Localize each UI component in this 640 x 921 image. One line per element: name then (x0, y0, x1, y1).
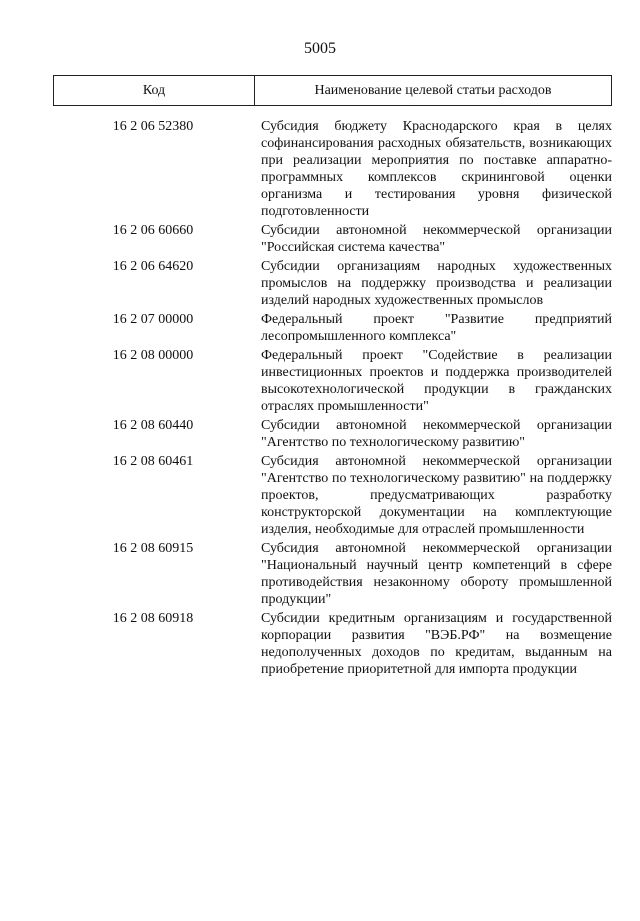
table-row (53, 540, 612, 608)
table-row (53, 222, 612, 256)
header-code-cell: Код (54, 76, 255, 105)
row-name: Федеральный проект "Содействие в реализации инвестиционных проектов и поддержка производителей высокотехнологической продукции в гражданских отраслях промышленности" (261, 348, 612, 414)
page-number: 5005 (304, 40, 336, 57)
table-row (53, 417, 612, 451)
row-code: 16 2 06 60660 (112, 223, 194, 238)
row-name: Субсидии кредитным организациям и государственной корпорации развития "ВЭБ.РФ" на возмещение недополученных доходов по кредитам, выданным на приобретение приоритетной для импорта продукции (261, 611, 612, 677)
table-body (53, 118, 612, 680)
row-name: Субсидии автономной некоммерческой организации "Российская система качества" (261, 223, 612, 255)
table-row (53, 610, 612, 678)
table-header (53, 75, 612, 106)
row-name: Субсидия автономной некоммерческой организации "Национальный научный центр компетенций в сфере противодействия незаконному обороту промышленной продукции" (261, 541, 612, 607)
row-code: 16 2 08 00000 (112, 348, 194, 363)
row-name: Субсидии организациям народных художественных промыслов на поддержку производства и реализации изделий народных художественных промыслов (261, 259, 612, 308)
header-name-cell: Наименование целевой статьи расходов (314, 82, 552, 98)
row-code: 16 2 08 60461 (112, 454, 194, 469)
table-row (53, 347, 612, 415)
table-row (53, 453, 612, 538)
row-name: Субсидии автономной некоммерческой организации "Агентство по технологическому развитию" (261, 418, 612, 450)
row-name: Субсидия автономной некоммерческой организации "Агентство по технологическому развитию" на поддержку проектов, предусматривающих разработку конструкторской документации на комплектующие изделия, необходимые для отраслей промышленности (261, 454, 612, 537)
row-code: 16 2 06 64620 (112, 259, 194, 274)
table-row (53, 311, 612, 345)
row-code: 16 2 08 60915 (112, 541, 194, 556)
row-code: 16 2 06 52380 (112, 119, 194, 134)
table-row (53, 258, 612, 309)
row-code: 16 2 08 60440 (112, 418, 194, 433)
row-name: Субсидия бюджету Краснодарского края в целях софинансирования расходных обязательств, возникающих при реализации мероприятия по поставке аппаратно-программных комплексов скрининговой оценки организма и тестирования уровня физической подготовленности (261, 119, 612, 219)
row-code: 16 2 07 00000 (112, 312, 194, 327)
table-row (53, 118, 612, 220)
row-code: 16 2 08 60918 (112, 611, 194, 626)
row-name: Федеральный проект "Развитие предприятий лесопромышленного комплекса" (261, 312, 612, 344)
